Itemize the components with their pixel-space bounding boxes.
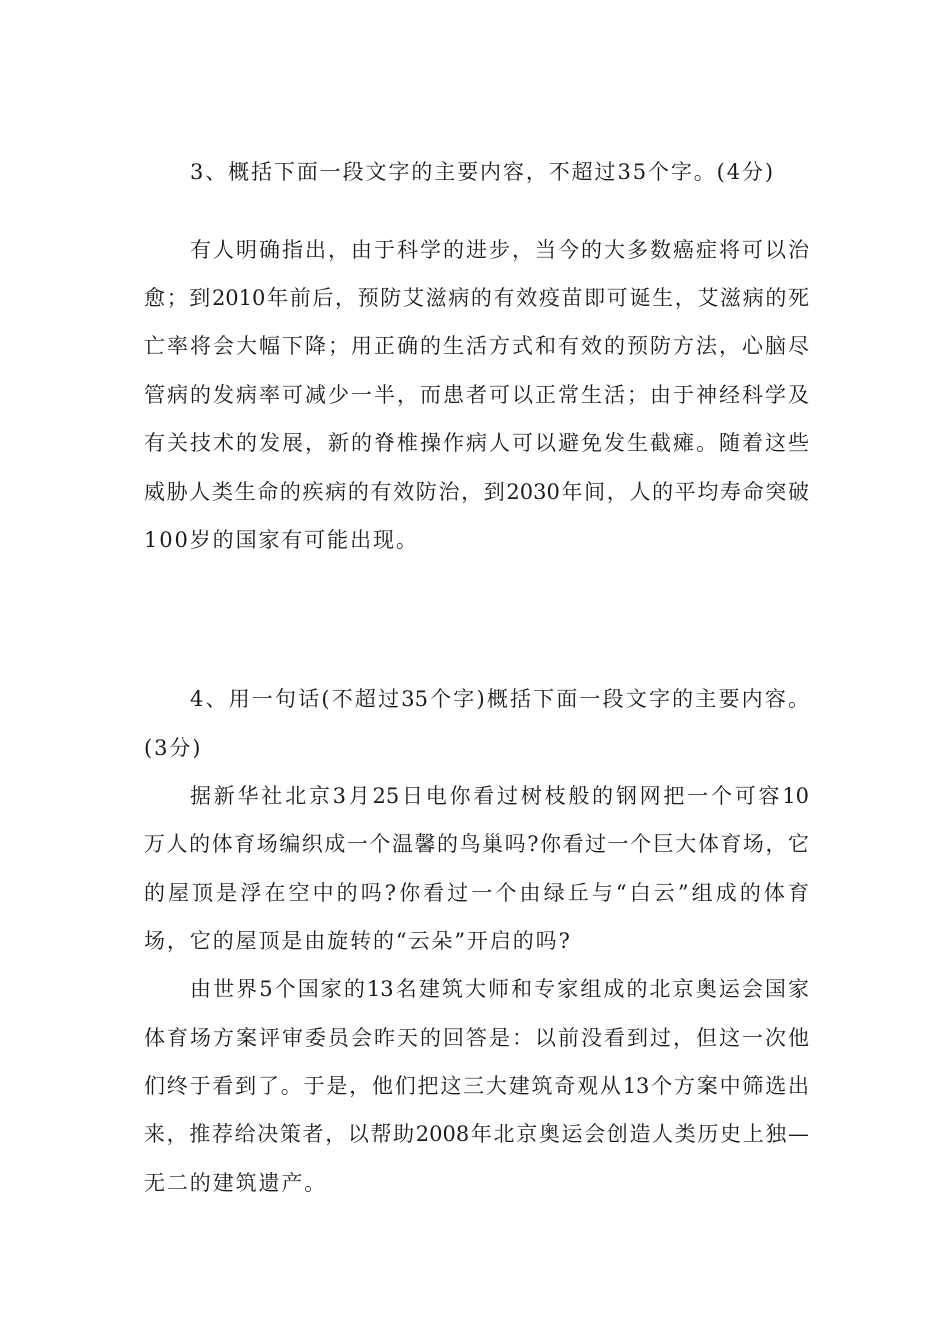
q3-paragraph-line-6: 威胁人类生命的疾病的有效防治，到2030年间，人的平均寿命突破	[144, 480, 809, 504]
q4-paragraph-2-line-1: 由世界5个国家的13名建筑大师和专家组成的北京奥运会国家	[190, 977, 809, 1001]
q3-paragraph-line-5: 有关技术的发展，新的脊椎操作病人可以避免发生截瘫。随着这些	[144, 431, 809, 455]
q4-paragraph-1-line-1: 据新华社北京3月25日电你看过树枝般的钢网把一个可容10	[190, 784, 809, 808]
q3-paragraph-line-4: 管病的发病率可减少一半，而患者可以正常生活；由于神经科学及	[144, 383, 809, 407]
q3-paragraph-line-2: 愈；到2010年前后，预防艾滋病的有效疫苗即可诞生，艾滋病的死	[144, 286, 809, 310]
q4-paragraph-2-line-4: 来，推荐给决策者，以帮助2008年北京奥运会创造人类历史上独—	[144, 1122, 809, 1146]
question-3-heading: 3、概括下面一段文字的主要内容，不超过35个字。(4分)	[190, 160, 776, 184]
q4-paragraph-1-line-4: 场，它的屋顶是由旋转的“云朵”开启的吗?	[144, 929, 572, 953]
q3-paragraph-line-3: 亡率将会大幅下降；用正确的生活方式和有效的预防方法，心脑尽	[144, 334, 809, 358]
q4-paragraph-2-line-2: 体育场方案评审委员会昨天的回答是：以前没看到过，但这一次他	[144, 1026, 809, 1050]
question-4-heading-cont: (3分)	[144, 736, 203, 760]
q4-paragraph-1-line-3: 的屋顶是浮在空中的吗?你看过一个由绿丘与“白云”组成的体育	[144, 881, 809, 905]
q3-paragraph-line-1: 有人明确指出，由于科学的进步，当今的大多数癌症将可以治	[190, 238, 809, 262]
question-4-heading: 4、用一句话(不超过35个字)概括下面一段文字的主要内容。	[190, 687, 809, 711]
q4-paragraph-2-line-3: 们终于看到了。于是，他们把这三大建筑奇观从13个方案中筛选出	[144, 1074, 809, 1098]
q3-paragraph-line-7: 100岁的国家有可能出现。	[144, 528, 419, 552]
q4-paragraph-2-line-5: 无二的建筑遗产。	[144, 1171, 328, 1195]
q4-paragraph-1-line-2: 万人的体育场编织成一个温馨的鸟巢吗?你看过一个巨大体育场，它	[144, 832, 809, 856]
